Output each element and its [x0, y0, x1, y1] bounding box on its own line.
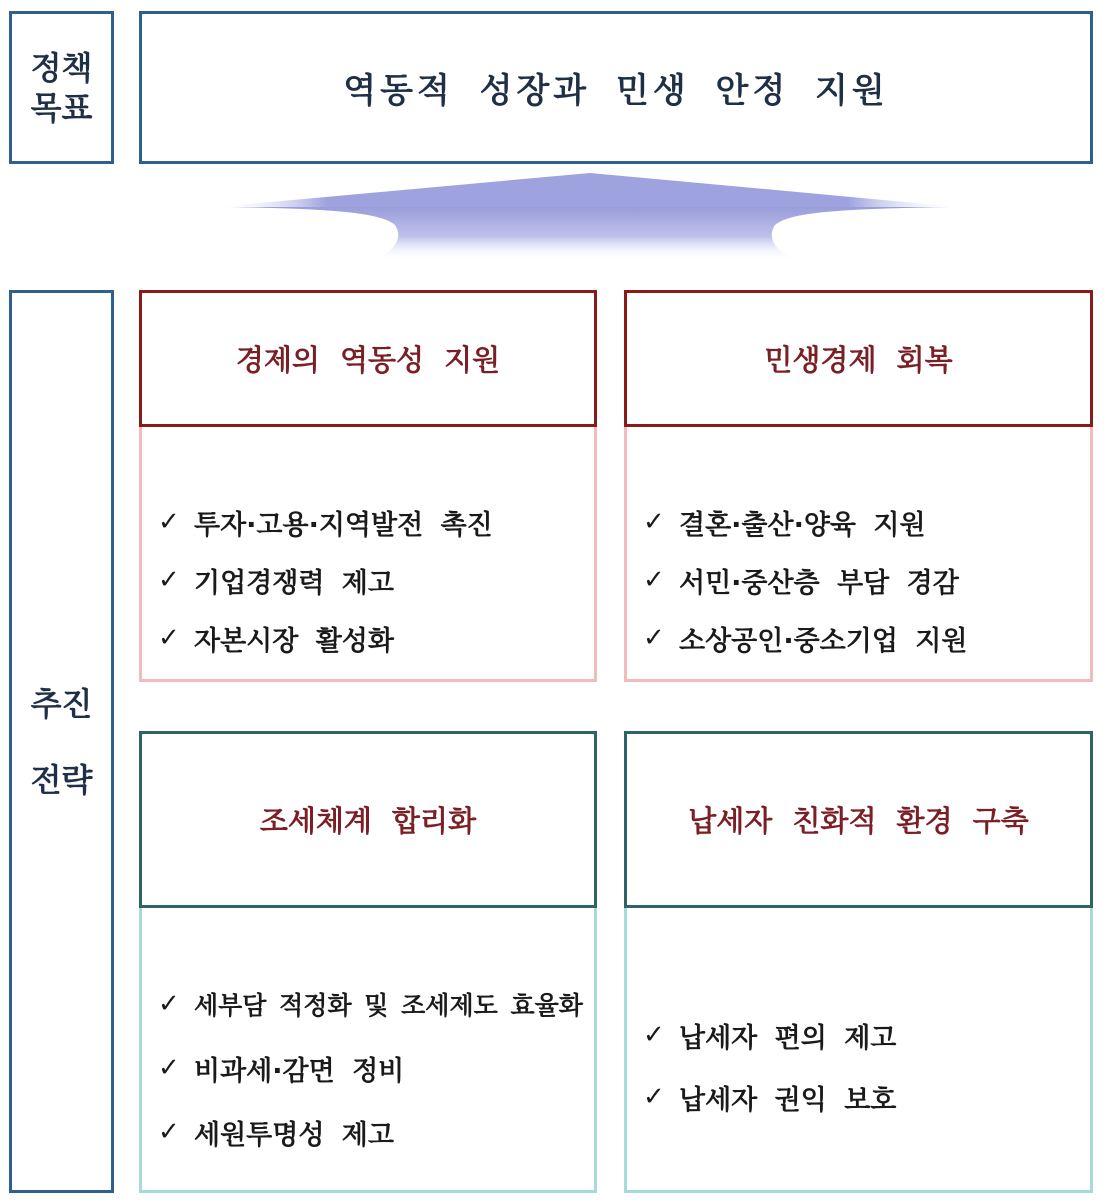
strategy-card-tax-system-heading	[139, 731, 597, 908]
strategy-card-livelihood-heading	[624, 290, 1093, 427]
list-item	[158, 1036, 584, 1100]
strategy-card-economy-body	[139, 427, 597, 682]
strategy-card-taxpayer-heading	[624, 731, 1093, 908]
strategy-item-list	[158, 493, 584, 667]
list-item-text: 세부담 적정화 및 조세제도 효율화	[194, 991, 583, 1020]
strategy-label-line-2: 전략	[30, 760, 93, 799]
policy-goal-label-line-1: 정책	[30, 48, 93, 87]
check-mark-icon: ✓	[158, 507, 180, 537]
strategy-card-title: 조세체계 합리화	[259, 804, 477, 838]
list-item	[643, 1066, 1080, 1128]
list-item-text: 납세자 권익 보호	[679, 1084, 897, 1116]
check-mark-icon: ✓	[158, 1117, 180, 1147]
arrow-head-shape	[215, 173, 960, 207]
list-item-text: 세원투명성 제고	[194, 1119, 394, 1151]
strategy-label	[9, 290, 114, 1193]
check-mark-icon: ✓	[643, 565, 665, 595]
list-item	[158, 1100, 584, 1164]
strategy-card-economy-heading	[139, 290, 597, 427]
list-item-text: 결혼·출산·양육 지원	[679, 509, 926, 541]
check-mark-icon: ✓	[158, 1053, 180, 1083]
list-item	[643, 609, 1080, 667]
check-mark-icon: ✓	[643, 1020, 665, 1050]
list-item-text: 서민·중산층 부담 경감	[679, 567, 959, 599]
strategy-item-list	[158, 972, 584, 1164]
check-mark-icon: ✓	[643, 507, 665, 537]
strategy-label-line-1: 추진	[30, 684, 93, 723]
list-item-text: 소상공인·중소기업 지원	[679, 625, 968, 657]
strategy-card-title: 경제의 역동성 지원	[235, 343, 501, 377]
list-item	[643, 551, 1080, 609]
check-mark-icon: ✓	[643, 623, 665, 653]
policy-goal-text: 역동적 성장과 민생 안정 지원	[343, 71, 889, 111]
policy-goal-label	[9, 11, 114, 164]
list-item-text: 비과세·감면 정비	[194, 1055, 405, 1087]
list-item	[158, 972, 584, 1036]
list-item	[643, 493, 1080, 551]
list-item	[643, 1004, 1080, 1066]
strategy-card-tax-system-body	[139, 908, 597, 1193]
check-mark-icon: ✓	[643, 1082, 665, 1112]
check-mark-icon: ✓	[158, 989, 180, 1019]
policy-goal-label-line-2: 목표	[30, 88, 93, 127]
strategy-card-title: 민생경제 회복	[764, 343, 953, 377]
list-item-text: 납세자 편의 제고	[679, 1022, 897, 1054]
list-item-text: 기업경쟁력 제고	[194, 567, 394, 599]
check-mark-icon: ✓	[158, 565, 180, 595]
list-item	[158, 609, 584, 667]
list-item	[158, 493, 584, 551]
policy-goal-box	[139, 11, 1093, 164]
check-mark-icon: ✓	[158, 623, 180, 653]
strategy-card-title: 납세자 친화적 환경 구축	[688, 804, 1029, 838]
strategy-card-livelihood-body	[624, 427, 1093, 682]
strategy-card-taxpayer-body	[624, 908, 1093, 1193]
strategy-item-list	[643, 1004, 1080, 1128]
list-item-text: 자본시장 활성화	[194, 625, 394, 657]
strategy-item-list	[643, 493, 1080, 667]
upward-arrow-graphic	[190, 165, 980, 265]
arrow-body-shape	[230, 207, 950, 261]
list-item	[158, 551, 584, 609]
list-item-text: 투자·고용·지역발전 촉진	[194, 509, 493, 541]
